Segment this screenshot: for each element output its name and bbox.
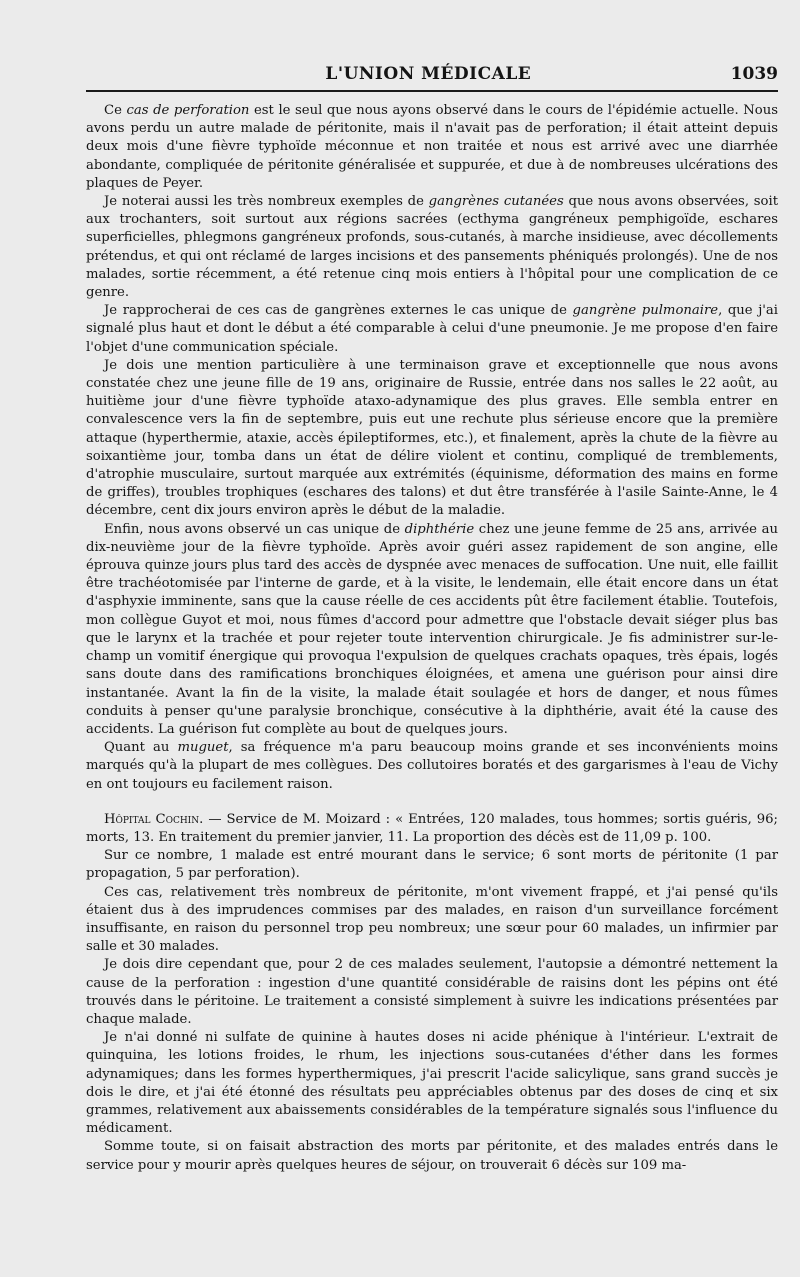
header-rule [86,90,778,92]
paragraph: Je rapprocherai de ces cas de gangrènes externes le cas unique de gangrène pulmonaire, que j'ai signalé plus haut et dont le début a été comparable à celui d'une pneumonie. Je me propose d'en faire l'objet d'une communication spéciale. [86,303,778,355]
running-title: L'UNION MÉDICALE [325,64,532,84]
paragraph: Enfin, nous avons observé un cas unique de diphthérie chez une jeune femme de 25 ans, arrivée au dix-neuvième jour de la fièvre typhoïde. Après avoir guéri assez rapidement de son angine, elle éprouva quinze jours plus tard des accès de dyspnée avec menaces de suffocation. Une nuit, elle faillit être trachéotomisée par l'interne de garde, et à la visite, le lendemain, elle était encore dans un état d'asphyxie imminente, sans que la cause réelle de ces accidents pût être facilement établie. Toutefois, mon collègue Guyot et moi, nous fûmes d'accord pour admettre que l'obstacle devait siéger plus bas que le larynx et la trachée et pour rejeter toute intervention chirurgicale. Je fis administrer sur-le-champ un vomitif énergique qui provoqua l'expulsion de quelques crachats opaques, très épais, logés sans doute dans des ramifications bronchiques éloignées, et amena une guérison pour ainsi dire instantanée. Avant la fin de la visite, la malade était soulagée et hors de danger, et nous fûmes conduits à penser qu'une paralysie bronchique, consécutive à la diphthérie, avait été la cause des accidents. La guérison fut complète au bout de quelques jours. [86,521,778,737]
paragraph: Ce cas de perforation est le seul que nous ayons observé dans le cours de l'épidémie actuelle. Nous avons perdu un autre malade de péritonite, mais il n'avait pas de perforation; il était atteint depuis deux mois d'une fièvre typhoïde méconnue et non traitée et nous est arrivé avec une diarrhée abondante, compliquée de péritonite généralisée et suppurée, et due à de nombreuses ulcérations des plaques de Peyer. [86,103,779,191]
paragraph: Je dois dire cependant que, pour 2 de ces malades seulement, l'autopsie a démontré nettement la cause de la perforation : ingestion d'une quantité considérable de raisins dont les pépins ont été trouvés dans le péritoine. Le traitement a consisté simplement à suivre les indications présentées par chaque malade. [86,957,778,1027]
paragraph: Hôpital Cochin. — Service de M. Moizard : « Entrées, 120 malades, tous hommes; sortis guéris, 96; morts, 13. En traitement du premier janvier, 11. La proportion des décès est de 11,09 p. 100. [86,811,778,845]
paragraph: Quant au muguet, sa fréquence m'a paru beaucoup moins grande et ses inconvénients moins marqués qu'à la plupart de mes collègues. Des collutoires boratés et des gargarismes à l'eau de Vichy en ont toujours eu facilement raison. [86,740,778,792]
body-text [86,102,778,1175]
running-header [86,64,778,84]
paragraph: Sur ce nombre, 1 malade est entré mourant dans le service; 6 sont morts de péritonite (1 par propagation, 5 par perforation). [86,848,778,882]
paragraph: Somme toute, si on faisait abstraction des morts par péritonite, et des malades entrés dans le service pour y mourir après quelques heures de séjour, on trouverait 6 décès sur 109 ma- [86,1139,778,1173]
paragraph: Je n'ai donné ni sulfate de quinine à hautes doses ni acide phénique à l'intérieur. L'extrait de quinquina, les lotions froides, le rhum, les injections sous-cutanées d'éther dans les formes adynamiques; dans les formes hyperthermiques, j'ai prescrit l'acide salicylique, sans grand succès je dois le dire, et j'ai été étonné des résultats peu appréciables obtenus par des doses de cinq et six grammes, relativement aux abaissements considérables de la température signalés sous l'influence du médicament. [86,1030,778,1137]
paragraph: Je noterai aussi les très nombreux exemples de gangrènes cutanées que nous avons observées, soit aux trochanters, soit surtout aux régions sacrées (ecthyma gangréneux pemphigoïde, eschares superficielles, phlegmons gangréneux profonds, sous-cutanés, à marche insidieuse, avec décollements prétendus, et qui ont réclamé de larges incisions et des pansements phéniqués prolongés). Une de nos malades, sortie récemment, a été retenue cinq mois entiers à l'hôpital pour une complication de ce genre. [86,194,778,301]
paragraph: Je dois une mention particulière à une terminaison grave et exceptionnelle que nous avons constatée chez une jeune fille de 19 ans, originaire de Russie, entrée dans nos salles le 22 août, au huitième jour d'une fièvre typhoïde ataxo-adynamique des plus graves. Elle sembla entrer en convalescence vers la fin de septembre, puis eut une rechute plus sérieuse encore que la première attaque (hyperthermie, ataxie, accès épileptiformes, etc.), et finalement, après la chute de la fièvre au soixantième jour, tomba dans un état de délire violent et continu, compliqué de tremblements, d'atrophie musculaire, surtout marquée aux extrémités (équinisme, déformation des mains en forme de griffes), troubles trophiques (eschares des talons) et dut être transférée à l'asile Sainte-Anne, le 4 décembre, cent dix jours environ après le début de la maladie. [86,357,778,519]
page-number: 1039 [730,64,778,84]
paragraph: Ces cas, relativement très nombreux de péritonite, m'ont vivement frappé, et j'ai pensé qu'ils étaient dus à des imprudences commises par des malades, en raison d'un surveillance forcément insuffisante, en raison du personnel trop peu nombreux; une sœur pour 60 malades, un infirmier par salle et 30 malades. [86,884,778,955]
